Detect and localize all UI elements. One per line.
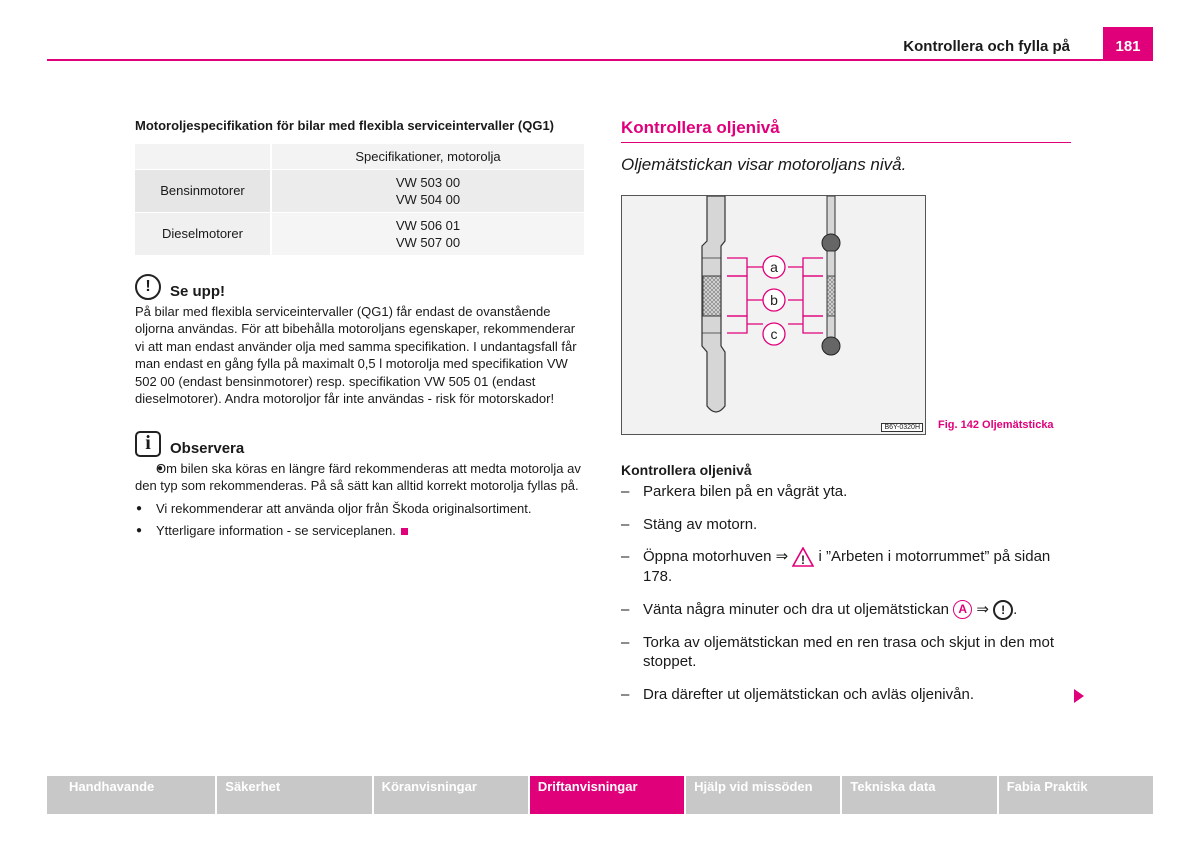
table-row [135, 212, 584, 255]
dipstick-illustration [622, 196, 925, 434]
nav-tab-hjalp[interactable]: Hjälp vid missöden [686, 776, 840, 814]
table-row-values [271, 169, 584, 212]
marker-c-label: c [770, 326, 778, 342]
nav-tab-driftanvisningar[interactable]: Driftanvisningar [530, 776, 684, 814]
table-cell-value: VW 506 01 [395, 217, 461, 233]
page-header-title: Kontrollera och fylla på [903, 38, 1070, 55]
table-row-label: Bensinmotorer [135, 169, 271, 212]
step-text: Öppna motorhuven ⇒ [643, 548, 789, 565]
nav-tab-fabia-praktik[interactable]: Fabia Praktik [999, 776, 1153, 814]
list-item: ● Vi rekommenderar att använda oljor från Škoda originalsortiment. [135, 500, 585, 518]
marker-b-label: b [770, 292, 778, 308]
spec-table-title: Motoroljespecifikation för bilar med flexibla serviceintervaller (QG1) [135, 118, 555, 133]
step-text: Vänta några minuter och dra ut oljemätstickan [643, 600, 949, 618]
end-marker-icon [401, 528, 408, 535]
nav-tab-tekniska-data[interactable]: Tekniska data [842, 776, 996, 814]
list-item: ● Om bilen ska köras en längre färd rekommenderas att medta motorolja av den typ som rekommenderas. På så sätt kan alltid korrekt motorolja fyllas på. [135, 460, 585, 495]
list-item [621, 600, 1071, 620]
table-cell-value: VW 504 00 [395, 191, 461, 207]
table-cell-value: VW 507 00 [395, 234, 461, 250]
list-item [135, 522, 585, 540]
nav-tab-koranvisningar[interactable]: Köranvisningar [374, 776, 528, 814]
caution-text: På bilar med flexibla serviceintervaller (QG1) får endast de ovanstående oljorna användas. För att bibehålla motoroljans egenskaper, rekommenderar vi att man endast använder olja med samma specifikation. I undantagsfall får man endast en gång fylla på maximalt 0,5 l motorolja med specifikation VW 502 00 (endast bensinmotorer) resp. specifikation VW 505 01 (endast dieselmotorer). Andra motoroljor får inte användas - risk för motorskador! [135, 303, 577, 406]
warning-triangle-icon[interactable] [792, 547, 814, 567]
step-text: i ”Arbeten i motorrummet” på sidan 178. [643, 548, 1051, 586]
figure-code: B6Y-0320H [881, 423, 923, 432]
note-label: Observera [170, 439, 245, 457]
list-item-text: Ytterligare information - se serviceplanen. [156, 523, 396, 538]
arrow-icon: ⇒ [976, 600, 989, 618]
procedure-steps [621, 482, 1071, 704]
step-text: . [1013, 600, 1018, 618]
header-divider [47, 59, 1153, 61]
list-item: – Dra därefter ut oljemätstickan och avläs oljenivån. [621, 685, 1071, 705]
table-row [135, 169, 584, 212]
table-header-row [135, 144, 584, 169]
note-bullet-list [135, 460, 585, 540]
list-item [621, 547, 1071, 587]
left-column [135, 118, 585, 545]
table-header-cell: Specifikationer, motorolja [271, 144, 584, 169]
exclamation-icon[interactable]: ! [993, 600, 1013, 620]
caution-heading [135, 274, 585, 300]
dipstick-figure [621, 195, 926, 435]
note-heading [135, 431, 585, 457]
marker-a-label: a [770, 259, 778, 275]
caution-label: Se upp! [170, 282, 225, 300]
table-row-label: Dieselmotorer [135, 212, 271, 255]
next-page-arrow-icon[interactable] [1074, 689, 1084, 703]
table-row-values [271, 212, 584, 255]
figure-block [621, 195, 1071, 435]
figure-marker-a-icon[interactable]: A [953, 600, 972, 619]
info-icon: i [135, 431, 161, 457]
svg-text:!: ! [801, 553, 806, 568]
right-column [621, 118, 1071, 717]
procedure-title: Kontrollera oljenivå [621, 462, 752, 478]
section-title: Kontrollera oljenivå [621, 118, 1071, 143]
list-item: – Parkera bilen på en vågrät yta. [621, 482, 1071, 502]
chapter-nav [47, 776, 1153, 814]
figure-caption: Fig. 142 Oljemätsticka [938, 419, 1054, 431]
nav-tab-sakerhet[interactable]: Säkerhet [217, 776, 371, 814]
oil-spec-table [135, 144, 584, 256]
list-item: – Stäng av motorn. [621, 515, 1071, 535]
exclamation-icon: ! [135, 274, 161, 300]
table-header-cell [135, 144, 271, 169]
page-number: 181 [1103, 27, 1153, 61]
nav-tab-handhavande[interactable]: Handhavande [47, 776, 215, 814]
section-intro: Oljemätstickan visar motoroljans nivå. [621, 155, 907, 174]
table-cell-value: VW 503 00 [395, 174, 461, 190]
list-item: – Torka av oljemätstickan med en ren trasa och skjut in den mot stoppet. [621, 633, 1071, 672]
